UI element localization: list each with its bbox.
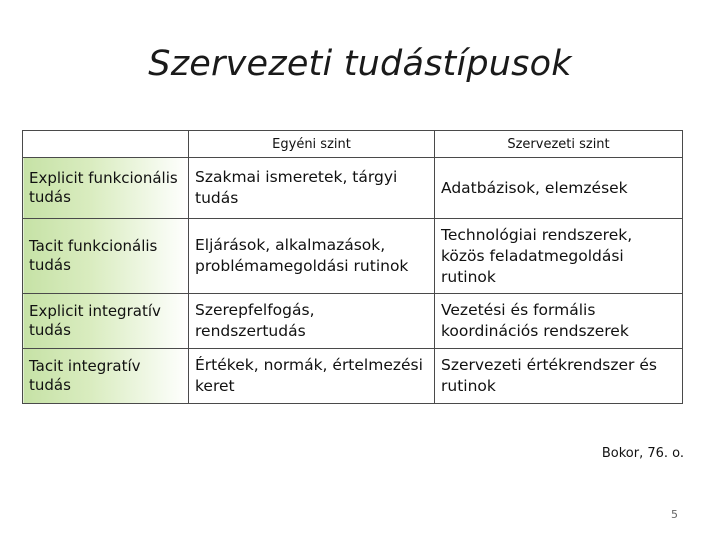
organizational-cell: Szervezeti értékrendszer és rutinok: [435, 349, 683, 404]
organizational-cell: Vezetési és formális koordinációs rendszerek: [435, 294, 683, 349]
knowledge-types-table: [22, 130, 683, 404]
table-row: [23, 158, 683, 219]
table-row: [23, 294, 683, 349]
source-citation: Bokor, 76. o.: [601, 446, 684, 461]
individual-cell: Eljárások, alkalmazások, problémamegoldási rutinok: [189, 219, 435, 294]
individual-cell: Szakmai ismeretek, tárgyi tudás: [189, 158, 435, 219]
row-label: Tacit funkcionális tudás: [23, 219, 189, 294]
header-corner-cell: [23, 131, 189, 158]
slide-title: Szervezeti tudástípusok: [148, 44, 572, 84]
header-organizational-level: Szervezeti szint: [435, 131, 683, 158]
row-label: Explicit integratív tudás: [23, 294, 189, 349]
organizational-cell: Adatbázisok, elemzések: [435, 158, 683, 219]
individual-cell: Szerepfelfogás, rendszertudás: [189, 294, 435, 349]
row-label: Tacit integratív tudás: [23, 349, 189, 404]
table-row: [23, 219, 683, 294]
page-number: 5: [671, 508, 678, 521]
individual-cell: Értékek, normák, értelmezési keret: [189, 349, 435, 404]
table-row: [23, 349, 683, 404]
organizational-cell: Technológiai rendszerek, közös feladatmegoldási rutinok: [435, 219, 683, 294]
header-individual-level: Egyéni szint: [189, 131, 435, 158]
row-label: Explicit funkcionális tudás: [23, 158, 189, 219]
table-header-row: [23, 131, 683, 158]
